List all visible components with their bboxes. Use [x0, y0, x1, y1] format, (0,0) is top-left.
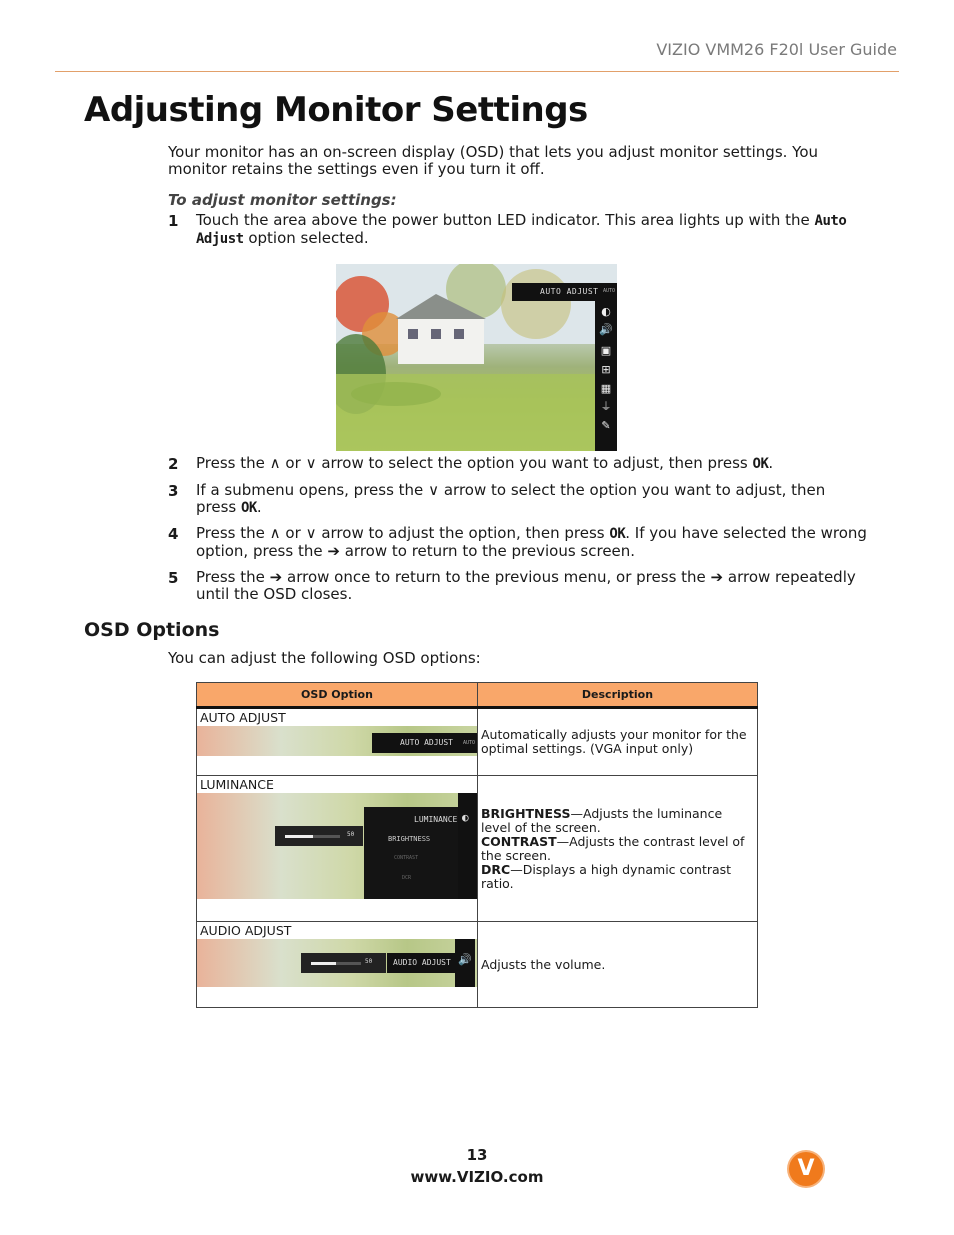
header-divider: [55, 71, 899, 72]
term-text: —Adjusts the luminance level of the screen.: [481, 805, 723, 835]
section-title: OSD Options: [84, 619, 220, 641]
term-text: —Displays a high dynamic contrast ratio.: [481, 861, 732, 891]
brightness-icon: ◐: [601, 305, 611, 318]
option-name: LUMINANCE: [200, 777, 274, 792]
page-number: 13: [466, 1146, 488, 1164]
ok-keyword: OK: [752, 456, 769, 472]
osd-icon-column: [458, 793, 477, 899]
table-row: [197, 922, 758, 1008]
osd-menu-bar: [372, 733, 477, 753]
volume-slider: [301, 953, 386, 973]
logo-letter: V: [797, 1156, 815, 1181]
slider-value: 50: [365, 958, 373, 965]
step-4-number: 4: [168, 525, 179, 543]
step-2-end: .: [768, 454, 774, 472]
step-3-a: If a submenu opens, press the: [196, 481, 424, 499]
step-2-b: or: [285, 454, 301, 472]
osd-screenshot: [336, 264, 617, 451]
luminance-submenu: [364, 807, 459, 899]
step-5-b: arrow once to return to the previous menu, or press the: [287, 568, 706, 586]
step-2-a: Press the: [196, 454, 265, 472]
guide-title: VIZIO VMM26 F20l User Guide: [656, 40, 897, 59]
down-arrow-icon: ∨: [305, 524, 317, 542]
vizio-logo: [789, 1152, 823, 1186]
osd-auto-label: AUTO: [462, 740, 475, 746]
term-brightness: BRIGHTNESS: [481, 805, 571, 821]
step-5-c: arrow repeatedly until the OSD closes.: [196, 568, 856, 603]
step-1-text: [196, 212, 866, 248]
submenu-item: CONTRAST: [394, 855, 419, 861]
section-intro: You can adjust the following OSD options:: [168, 649, 481, 667]
speaker-icon: 🔊: [458, 953, 472, 966]
step-5-number: 5: [168, 569, 179, 587]
up-arrow-icon: ∧: [269, 524, 281, 542]
slider-value: 50: [347, 831, 355, 838]
page-title: Adjusting Monitor Settings: [84, 90, 588, 130]
right-arrow-icon: ➔: [327, 542, 340, 560]
color-icon: ⊞: [601, 363, 611, 376]
right-arrow-icon: ➔: [269, 568, 283, 586]
intro-paragraph: Your monitor has an on-screen display (OSD) that lets you adjust monitor settings. You monitor retains the settings even if you turn it off.: [168, 143, 819, 178]
osd-label: LUMINANCE: [414, 815, 458, 824]
osd-auto-label: AUTO: [602, 288, 615, 294]
col-header-option: OSD Option: [197, 683, 478, 708]
option-description: Automatically adjusts your monitor for the optimal settings. (VGA input only): [481, 727, 747, 756]
step-1-pre: Touch the area above the power button LED indicator. This area lights up with the: [196, 211, 815, 229]
option-description: Adjusts the volume.: [481, 956, 606, 972]
step-4-c: arrow to adjust the option, then press: [321, 524, 605, 542]
option-name: AUTO ADJUST: [200, 710, 286, 725]
table-row: [197, 776, 758, 922]
step-5-text: [196, 569, 881, 603]
step-3-end: .: [256, 498, 262, 516]
grid-icon: ▦: [600, 382, 612, 395]
step-2-number: 2: [168, 455, 179, 473]
down-arrow-icon: ∨: [305, 454, 317, 472]
term-text: —Adjusts the contrast level of the screen.: [481, 833, 745, 863]
osd-icon-column: [455, 939, 475, 987]
option-name: AUDIO ADJUST: [200, 923, 292, 938]
step-3-number: 3: [168, 482, 179, 500]
term-contrast: CONTRAST: [481, 833, 557, 849]
submenu-item: DCR: [402, 875, 412, 881]
step-3-b: arrow to select the option you want to adjust, then press: [196, 481, 826, 516]
osd-auto-adjust-label: AUTO ADJUST: [540, 287, 599, 296]
picture-icon: ▣: [600, 344, 612, 357]
ok-keyword: OK: [241, 500, 257, 516]
auto-adjust-keyword: Auto Adjust: [196, 213, 847, 247]
wrench-icon: ✎: [601, 419, 611, 432]
osd-menu-bar: [387, 953, 455, 973]
brightness-icon: ◐: [462, 811, 469, 824]
step-4-a: Press the: [196, 524, 265, 542]
step-1-post: option selected.: [243, 229, 369, 247]
down-arrow-icon: ∨: [428, 481, 440, 499]
osd-label: AUDIO ADJUST: [393, 958, 451, 967]
term-drc: DRC: [481, 861, 511, 877]
luminance-thumbnail: [197, 793, 477, 899]
footer-url: www.VIZIO.com: [410, 1168, 544, 1186]
auto-adjust-thumbnail: [197, 726, 477, 756]
right-arrow-icon: ➔: [710, 568, 724, 586]
option-description: [478, 807, 757, 891]
procedure-heading: To adjust monitor settings:: [168, 191, 397, 209]
submenu-item: BRIGHTNESS: [388, 835, 431, 843]
osd-menu-bar: [512, 283, 617, 301]
step-4-text: [196, 525, 881, 560]
osd-options-table: [196, 682, 758, 1008]
col-header-description: Description: [478, 683, 758, 708]
step-4-b: or: [285, 524, 301, 542]
step-4-e: arrow to return to the previous screen.: [344, 542, 636, 560]
step-2-c: arrow to select the option you want to adjust, then press: [321, 454, 748, 472]
osd-label: AUTO ADJUST: [400, 738, 453, 747]
power-plug-icon: ⏚: [600, 400, 612, 413]
table-row: [197, 708, 758, 776]
step-1-number: 1: [168, 212, 179, 230]
step-4-d: . If you have selected the wrong option, press the: [196, 524, 867, 560]
audio-adjust-thumbnail: [197, 939, 477, 987]
speaker-icon: 🔊: [599, 323, 613, 336]
ok-keyword: OK: [609, 526, 626, 542]
osd-icon-column: [595, 301, 617, 451]
step-3-text: [196, 482, 836, 517]
brightness-slider: [275, 826, 363, 846]
step-2-text: [196, 455, 866, 473]
up-arrow-icon: ∧: [269, 454, 281, 472]
step-5-a: Press the: [196, 568, 265, 586]
